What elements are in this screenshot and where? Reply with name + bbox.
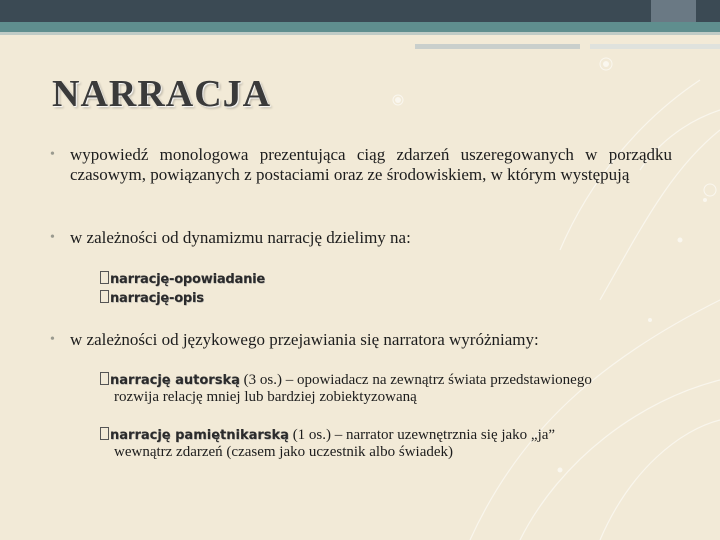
subitem-continuation: wewnątrz zdarzeń (czasem jako uczestnik albo świadek) — [114, 444, 454, 460]
subitem-opowiadanie — [100, 270, 265, 289]
teal-stripe — [0, 22, 720, 32]
top-bar — [0, 0, 720, 22]
bullet-marker: • — [50, 230, 55, 245]
missing-glyph-icon — [100, 290, 109, 303]
right-stripe — [590, 44, 720, 49]
slide-title: NARRACJA — [52, 73, 272, 115]
short-stripe — [415, 44, 580, 49]
subitem-autorska — [100, 372, 672, 406]
subitem-term: narrację autorską — [110, 373, 240, 388]
bullet-text: w zależności od dynamizmu narrację dzielimy na: — [70, 228, 411, 247]
bullet-text: w zależności od językowego przejawiania się narratora wyróżniamy: — [70, 330, 539, 349]
light-stripe — [0, 32, 720, 35]
subitem-continuation: rozwija relację mniej lub bardziej zobiektyzowaną — [114, 389, 417, 405]
top-bar-accent — [651, 0, 696, 22]
subitem-term: narrację-opis — [110, 291, 204, 306]
bullet-narrator — [52, 330, 672, 350]
subitem-description: (3 os.) – opowiadacz na zewnątrz świata przedstawionego — [239, 372, 592, 388]
subitem-description: (1 os.) – narrator uzewnętrznia się jako „ja” — [288, 427, 556, 443]
missing-glyph-icon — [100, 427, 109, 440]
missing-glyph-icon — [100, 271, 109, 284]
bullet-marker: • — [50, 332, 55, 347]
subitem-opis — [100, 289, 204, 308]
bullet-dynamics — [52, 228, 672, 248]
missing-glyph-icon — [100, 372, 109, 385]
subitem-term: narrację-opowiadanie — [110, 272, 266, 287]
bullet-text: wypowiedź monologowa prezentująca ciąg zdarzeń uszeregowanych w porządku czasowym, powiązanych z postaciami oraz ze środowiskiem, w którym występują — [70, 145, 672, 184]
bullet-marker: • — [50, 147, 55, 162]
subitem-term: narrację pamiętnikarską — [110, 428, 289, 443]
subitem-pamietnikarska — [100, 427, 672, 461]
bullet-definition — [52, 145, 672, 185]
